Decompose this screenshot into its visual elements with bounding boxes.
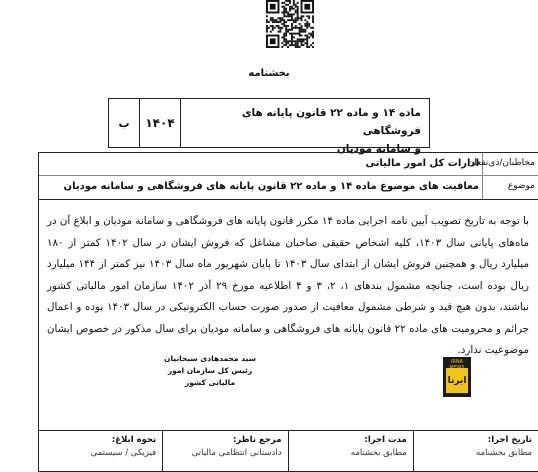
signer-title: رئیس کل سازمان امور مالیاتی کشور xyxy=(167,366,253,387)
footer-label: نحوه ابلاغ: xyxy=(111,435,157,445)
footer-cell-execution-date xyxy=(413,431,538,471)
footer-label: مدت اجرا: xyxy=(364,435,407,445)
footer-value: مطابق بخشنامه xyxy=(476,448,532,458)
footer-label: مرجع ناظر: xyxy=(232,435,282,445)
header-subject xyxy=(180,99,429,155)
header-subject-line1: ماده ۱۴ و ماده ۲۲ قانون پایانه های فروشگاهی xyxy=(241,107,421,137)
recipient-row xyxy=(39,153,538,176)
footer-value: مطابق بخشنامه xyxy=(350,448,407,458)
footer-label: تاریخ اجرا: xyxy=(487,435,532,445)
recipient-value: ادارات کل امور مالیاتی xyxy=(365,158,479,169)
recipient-label: مخاطبان/ذی‌نفعان xyxy=(467,158,535,168)
footer-value: دادستانی انتظامی مالیاتی xyxy=(191,448,282,458)
footer-cell-supervisor xyxy=(162,431,287,471)
footer-value: فیزیکی / سیستمی xyxy=(90,448,157,458)
logo-top-text: IRNA xyxy=(450,359,464,365)
header-table xyxy=(108,98,430,155)
signer-name: سید محمدهادی سبحانیان xyxy=(164,354,256,363)
logo-main-text: ایرنا xyxy=(446,368,468,393)
qr-code-icon xyxy=(262,0,318,48)
footer-cell-delivery xyxy=(38,431,162,471)
subject-row xyxy=(39,175,538,200)
header-subject-line2: و سامانه مودیان xyxy=(336,143,421,155)
header-letter: ب xyxy=(118,116,130,130)
subject-value: معافیت های موضوع ماده ۱۴ و ماده ۲۲ قانون پایانه های فروشگاهی و سامانه مودیان xyxy=(63,181,479,192)
subject-label: موضوع xyxy=(507,181,535,191)
irna-logo xyxy=(443,357,471,397)
document-body-box xyxy=(38,152,538,472)
document-title: بخشنامه xyxy=(248,68,290,79)
header-year: ۱۴۰۴ xyxy=(139,99,180,147)
footer-table xyxy=(38,430,538,471)
body-paragraph: با توجه به تاریخ تصویب آیین نامه اجرایی ماده ۱۴ مکرر قانون پایانه های فروشگاهی و سامانه مودیان و ابلاغ آن در ماه‌های پایانی سال ۱۴۰۳، کلیه اشخاص حقیقی صاحبان مشاغل که فروش ایشان در سال ۱۴۰۲ کمتر از ۱۸۰ میلیارد ریال و همچنین فروش ایشان از ابتدای سال ۱۴۰۳ تا پایان شهریور ماه سال ۱۴۰۳ نیز کمتر از ۱۴۴ میلیارد ریال بوده است، چنانچه مشمول بندهای ۱، ۲، ۳ و ۴ اطلاعیه مورخ ۲۹ آذر ۱۴۰۲ سازمان امور مالیاتی کشور نباشند، بدون هیچ قید و شرطی مشمول معافیت از صدور صورت حساب الکترونیکی در سال ۱۴۰۳ بوده و اعمال جرائم و محرومیت های ماده ۲۲ قانون پایانه های فروشگاهی و سامانه مودیان برای سال مذکور در خصوص ایشان موضوعیت ندارد. xyxy=(47,215,529,356)
signature-block xyxy=(155,353,265,389)
qr-code xyxy=(262,0,318,48)
footer-cell-duration xyxy=(288,431,413,471)
